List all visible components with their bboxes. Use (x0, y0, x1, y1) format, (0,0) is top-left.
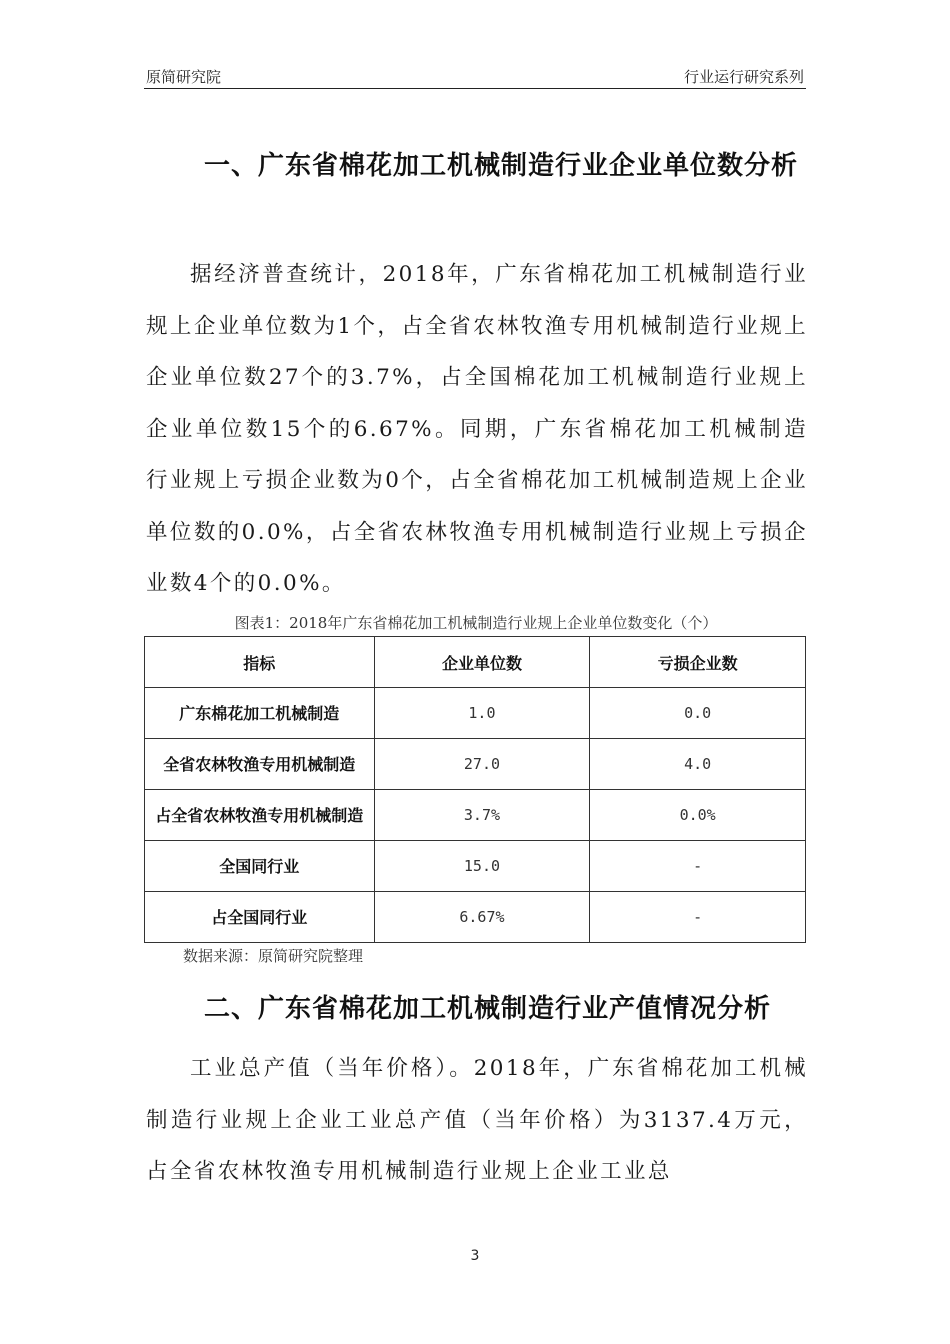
table-row (145, 892, 806, 943)
page-number: 3 (470, 1248, 480, 1264)
section-1-paragraph: 据经济普查统计，2018年，广东省棉花加工机械制造行业规上企业单位数为1个，占全省农林牧渔专用机械制造行业规上企业单位数27个的3.7%，占全国棉花加工机械制造行业规上企业单位数15个的6.67%。同期，广东省棉花加工机械制造行业规上亏损企业数为0个，占全省棉花加工机械制造规上企业单位数的0.0%，占全省农林牧渔专用机械制造行业规上亏损企业数4个的0.0%。 (146, 262, 808, 596)
column-header-loss-enterprises: 亏损企业数 (590, 637, 806, 688)
loss-enterprises-value: 0.0 (590, 688, 806, 739)
loss-enterprises-value: - (590, 892, 806, 943)
row-label: 占全省农林牧渔专用机械制造 (145, 790, 375, 841)
enterprise-units-value: 6.67% (374, 892, 590, 943)
table-caption: 图表1：2018年广东省棉花加工机械制造行业规上企业单位数变化（个） (234, 614, 718, 632)
enterprise-count-table (144, 636, 806, 943)
table-row (145, 688, 806, 739)
loss-enterprises-value: 0.0% (590, 790, 806, 841)
table-header-row (145, 637, 806, 688)
table-row (145, 841, 806, 892)
column-header-enterprise-units: 企业单位数 (374, 637, 590, 688)
header-divider (144, 88, 806, 89)
column-header-indicator: 指标 (145, 637, 375, 688)
section-2-paragraph: 工业总产值（当年价格）。2018年，广东省棉花加工机械制造行业规上企业工业总产值（当年价格）为3137.4万元，占全省农林牧渔专用机械制造行业规上企业工业总 (146, 1056, 808, 1184)
section-2-heading: 二、广东省棉花加工机械制造行业产值情况分析 (204, 994, 772, 1024)
enterprise-units-value: 1.0 (374, 688, 590, 739)
table-row (145, 739, 806, 790)
enterprise-units-value: 27.0 (374, 739, 590, 790)
section-1-heading: 一、广东省棉花加工机械制造行业企业单位数分析 (204, 151, 799, 181)
table-row (145, 790, 806, 841)
loss-enterprises-value: - (590, 841, 806, 892)
row-label: 广东棉花加工机械制造 (145, 688, 375, 739)
row-label: 占全国同行业 (145, 892, 375, 943)
loss-enterprises-value: 4.0 (590, 739, 806, 790)
row-label: 全国同行业 (145, 841, 375, 892)
enterprise-units-value: 15.0 (374, 841, 590, 892)
table-source-note: 数据来源：原简研究院整理 (183, 947, 364, 965)
header-series-name: 行业运行研究系列 (683, 68, 804, 86)
header-institute-name: 原简研究院 (146, 68, 222, 86)
enterprise-units-value: 3.7% (374, 790, 590, 841)
row-label: 全省农林牧渔专用机械制造 (145, 739, 375, 790)
